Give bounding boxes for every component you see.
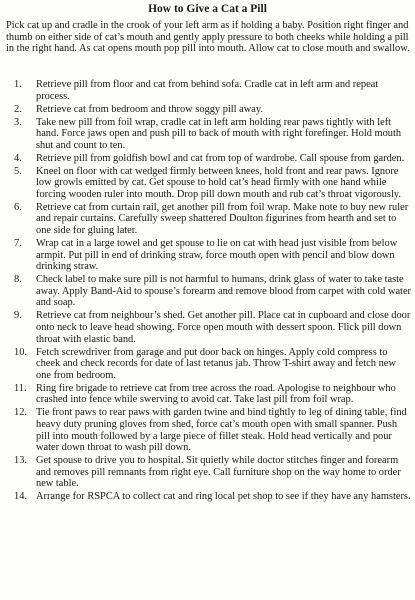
step-number: 5. — [14, 165, 22, 177]
step-number: 6. — [14, 201, 22, 213]
list-item — [6, 407, 411, 453]
step-number: 9. — [14, 310, 22, 322]
step-text: Retrieve pill from floor and cat from behind sofa. Cradle cat in left arm and repeat process. — [36, 79, 379, 102]
step-number: 10. — [14, 346, 27, 358]
step-number: 1. — [14, 79, 22, 90]
list-item — [6, 274, 411, 309]
list-item — [6, 455, 411, 490]
step-number: 14. — [14, 491, 27, 503]
list-item — [6, 104, 411, 116]
step-text: Take new pill from foil wrap, cradle cat in left arm holding rear paws tightly with left hand. Force jaws open and push pill to back of mouth with right forefinger. Hold mouth shut and count to ten. — [36, 116, 402, 151]
step-text: Kneel on floor with cat wedged firmly between knees, hold front and rear paws. Ignore low growls emitted by cat. Get spouse to hold cat’s head firmly with one hand while forcing wooden ruler into mouth. Drop pill down mouth and rub cat’s throat vigorously. — [36, 165, 401, 200]
step-number: 13. — [14, 455, 27, 467]
step-number: 2. — [14, 103, 22, 115]
step-text: Retrieve cat from neighbour’s shed. Get another pill. Place cat in cupboard and close door onto neck to leave head showing. Force open mouth with dessert spoon. Flick pill down throat with elastic band. — [36, 310, 411, 345]
step-number: 8. — [14, 274, 22, 286]
list-item — [6, 153, 411, 165]
step-text: Wrap cat in a large towel and get spouse to lie on cat with head just visible from below armpit. Put pill in end of drinking straw, force mouth open with pencil and blow down drinking straw. — [36, 238, 398, 273]
step-text: Ring fire brigade to retrieve cat from tree across the road. Apologise to neighbour who crashed into fence while swerving to avoid cat. Take last pill from foil wrap. — [36, 382, 396, 406]
list-item — [6, 202, 411, 237]
step-text: Check label to make sure pill is not harmful to humans, drink glass of water to take taste away. Apply Band-Aid to spouse’s forearm and remove blood from carpet with cold water and soap. — [36, 274, 412, 309]
step-text: Tie front paws to rear paws with garden twine and bind tightly to leg of dining table, find heavy duty pruning gloves from shed, force cat’s mouth open with small spanner. Push pill into mouth followed by a large piece of fillet steak. Hold head vertically and pour water down throat to wash pill down. — [36, 407, 407, 454]
list-item — [6, 79, 411, 102]
step-text: Retrieve cat from curtain rail, get another pill from foil wrap. Make note to buy new ruler and repair curtains. Carefully sweep shattered Doulton figurines from hearth and set to one side for gluing later. — [36, 201, 409, 237]
list-item — [6, 491, 411, 503]
step-number: 3. — [14, 116, 22, 128]
step-text: Fetch screwdriver from garage and put door back on hinges. Apply cold compress to cheek and check records for date of last tetanus jab. Throw T-shirt away and fetch new one from bedroom. — [36, 346, 396, 381]
list-item — [6, 347, 411, 382]
step-number: 11. — [14, 382, 27, 394]
list-item — [6, 166, 411, 201]
list-item — [6, 310, 411, 345]
steps-list — [6, 79, 411, 504]
step-text: Arrange for RSPCA to collect cat and ring local pet shop to see if they have any hamsters. — [36, 491, 411, 503]
step-number: 12. — [14, 407, 27, 419]
list-item — [6, 117, 411, 152]
step-text: Get spouse to drive you to hospital. Sit quietly while doctor stitches finger and forearm and removes pill remnants from right eye. Call furniture shop on the way home to order new table. — [36, 455, 401, 490]
step-number: 7. — [14, 238, 22, 250]
step-text: Retrieve cat from bedroom and throw soggy pill away. — [36, 103, 263, 115]
step-number: 4. — [14, 152, 22, 164]
step-text: Retrieve pill from goldfish bowl and cat from top of wardrobe. Call spouse from garden. — [36, 152, 405, 164]
page-title: How to Give a Cat a Pill — [148, 3, 267, 15]
list-item — [6, 383, 411, 406]
list-item — [6, 238, 411, 273]
intro-paragraph: Pick cat up and cradle in the crook of your left arm as if holding a baby. Position right finger and thumb on either side of cat’s mouth and gently apply pressure to both cheeks while holding a pill in the right hand. As cat opens mouth pop pill into mouth. Allow cat to close mouth and swallow. — [6, 20, 410, 55]
